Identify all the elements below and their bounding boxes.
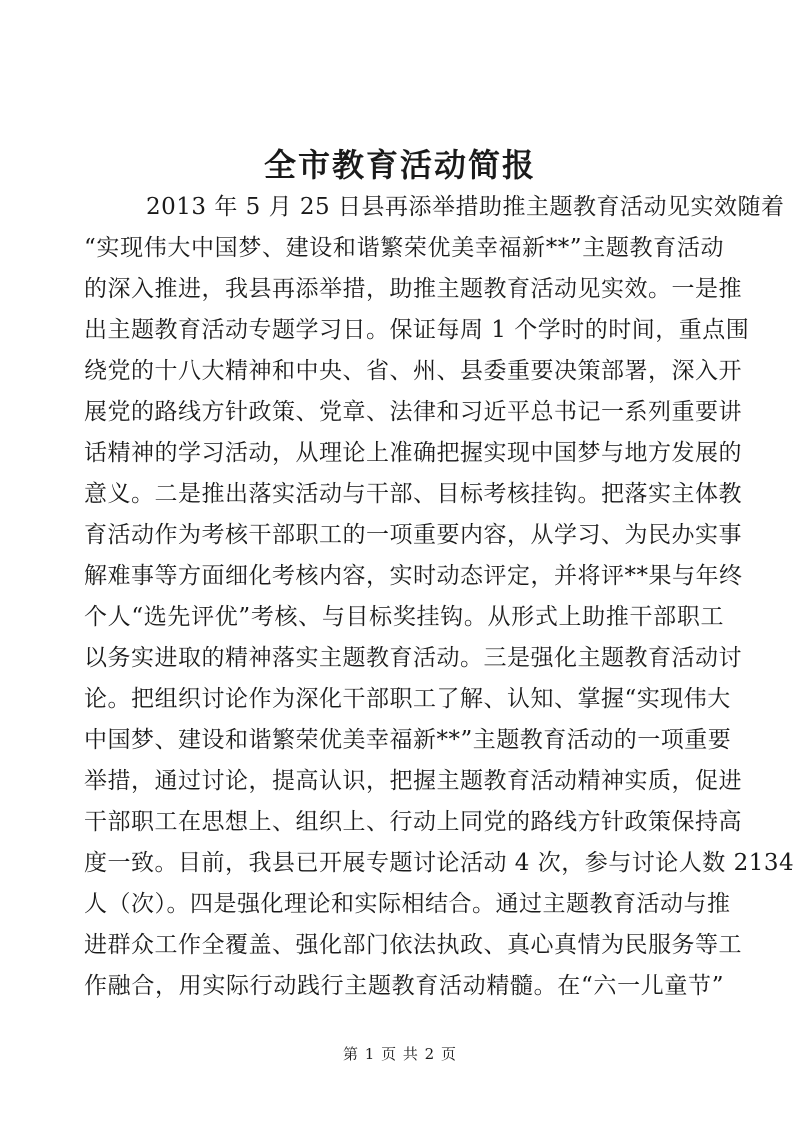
body-line: 的深入推进，我县再添举措，助推主题教育活动见实效。一是推: [84, 276, 742, 302]
body-line: 进群众工作全覆盖、强化部门依法执政、真心真情为民服务等工: [84, 932, 742, 958]
body-line: 举措，通过讨论，提高认识，把握主题教育活动精神实质，促进: [84, 768, 742, 794]
body-line: 展党的路线方针政策、党章、法律和习近平总书记一系列重要讲: [84, 399, 742, 425]
body-line: 绕党的十八大精神和中央、省、州、县委重要决策部署，深入开: [84, 358, 742, 384]
body-line: 人（次）。四是强化理论和实际相结合。通过主题教育活动与推: [84, 891, 731, 917]
body-line: 度一致。目前，我县已开展专题讨论活动 4 次，参与讨论人数 2134: [84, 850, 795, 876]
body-line: 个人“选先评优”考核、与目标奖挂钩。从形式上助推干部职工: [84, 604, 724, 630]
body-line: 话精神的学习活动，从理论上准确把握实现中国梦与地方发展的: [84, 440, 742, 466]
body-line: 意义。二是推出落实活动与干部、目标考核挂钩。把落实主体教: [84, 481, 742, 507]
body-line: 2013 年 5 月 25 日县再添举措助推主题教育活动见实效随着: [146, 194, 785, 220]
body-line: 论。把组织讨论作为深化干部职工了解、认知、掌握“实现伟大: [84, 686, 731, 712]
body-line: “实现伟大中国梦、建设和谐繁荣优美幸福新**”主题教育活动: [84, 235, 724, 261]
document-body: [84, 187, 795, 1007]
page-number-footer: 第 1 页 共 2 页: [343, 1045, 457, 1063]
body-line: 以务实进取的精神落实主题教育活动。三是强化主题教育活动讨: [84, 645, 742, 671]
body-line: 出主题教育活动专题学习日。保证每周 1 个学时的时间，重点围: [84, 317, 750, 343]
body-line: 中国梦、建设和谐繁荣优美幸福新**”主题教育活动的一项重要: [84, 727, 732, 753]
document-title: 全市教育活动简报: [263, 146, 536, 184]
body-line: 干部职工在思想上、组织上、行动上同党的路线方针政策保持高: [84, 809, 742, 835]
body-line: 作融合，用实际行动践行主题教育活动精髓。在“六一儿童节”: [84, 973, 724, 999]
body-line: 育活动作为考核干部职工的一项重要内容，从学习、为民办实事: [84, 522, 742, 548]
body-line: 解难事等方面细化考核内容，实时动态评定，并将评**果与年终: [84, 563, 743, 589]
